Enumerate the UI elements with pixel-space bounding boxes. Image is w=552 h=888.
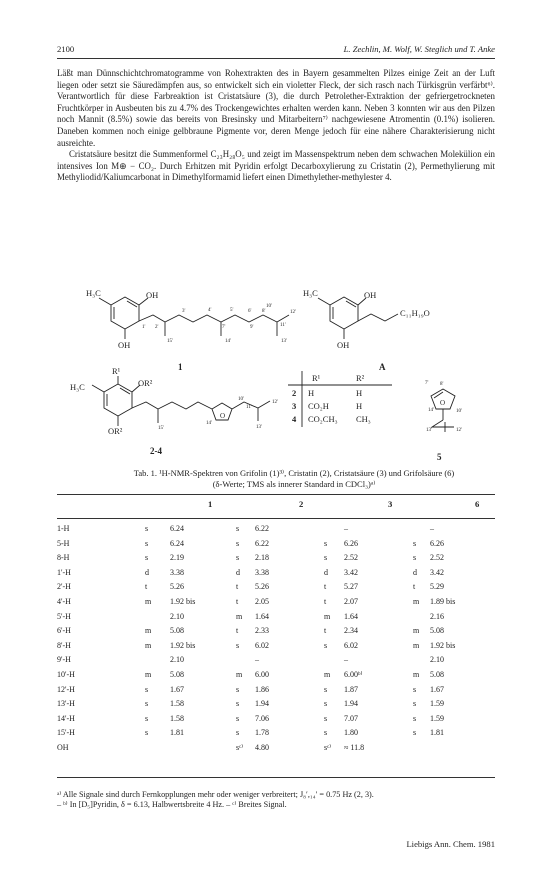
multiplicity: m — [413, 670, 420, 679]
2-4-r1: R¹ — [112, 366, 121, 376]
table-top-rule — [57, 494, 495, 495]
shift-value: 1.94 — [344, 699, 358, 709]
grifolin-oh-bottom: OH — [118, 340, 131, 350]
atom-number: 10' — [266, 304, 272, 309]
shift-value: 2.07 — [344, 597, 358, 606]
shift-value: 1.67 — [430, 684, 444, 694]
multiplicity: sᶜ⁾ — [236, 743, 244, 752]
shift-value: 1.92 bis — [170, 640, 196, 650]
shift-value: 1.86 — [255, 684, 269, 694]
atom-number: 13' — [256, 425, 262, 430]
shift-value: 6.00 — [255, 670, 269, 679]
paragraph-1: Läßt man Dünnschichtchromatogramme von Rohextrakten des in Bayern gesammelten Pilzes einige Zeit an der Luft liegen oder setzt sie Säuredämpfen aus, so entwickelt sich ein violetter Fleck, der sich rasch nach Türkisgrün verfärbt⁶⁾. Verantwortlich für diese Farbreaktion ist Cristatsäure (3), die durch Petrolether-Extraktion der gefriergetrockneten Fruchtkörper in Ausbeuten bis zu 4.7% des Trockengewichtes erhalten werden kann. Neben 3 konnten wir aus den Pilzen noch Mannit (8.5%) sowie das bereits von Bresinsky und Mitarbeitern⁷⁾ nachgewiesene Atromentin (0.1%) isolieren. Daneben kommen noch einige gelbbraune Pigmente vor, deren Menge jedoch für eine nähere Charakterisierung nicht ausreichte. — [57, 68, 495, 148]
shift-value: 5.29 — [430, 582, 444, 592]
shift-value: 2.33 — [255, 626, 269, 636]
atom-number: 14' — [428, 408, 434, 413]
rtable-header-r2: R² — [356, 373, 365, 383]
shift-value: 2.10 — [430, 655, 444, 665]
shift-value: 6.22 — [255, 538, 269, 548]
2-4-or2-top: OR² — [138, 378, 153, 388]
atom-number: 14' — [206, 421, 212, 426]
atom-number: 15' — [167, 339, 173, 344]
2-4-methyl: H₃C — [70, 382, 85, 392]
multiplicity: d — [236, 567, 240, 577]
multiplicity: s — [236, 524, 240, 533]
row-label: 8'-H — [57, 640, 71, 650]
row-label: 14'-H — [57, 713, 75, 723]
multiplicity: m — [324, 670, 331, 679]
table-bottom-rule — [57, 777, 495, 778]
row-label: 9'-H — [57, 655, 71, 665]
shift-value: 5.27 — [344, 582, 358, 592]
grifolin-methyl: H₃C — [86, 288, 101, 298]
shift-value: 7.06 — [255, 713, 269, 723]
shift-value: 6.22 — [255, 524, 269, 533]
multiplicity: m — [413, 597, 420, 606]
shift-value: – — [255, 655, 259, 665]
multiplicity: m — [413, 640, 420, 650]
atom-number: 13' — [426, 428, 432, 433]
row-label: 5-H — [57, 538, 70, 548]
row-label: 6'-H — [57, 626, 71, 636]
multiplicity: m — [145, 640, 152, 650]
multiplicity: sᶜ⁾ — [324, 743, 332, 752]
atom-number: 4' — [208, 308, 212, 313]
shift-value: 7.07 — [344, 713, 358, 723]
multiplicity: s — [324, 640, 328, 650]
table-header-rule — [57, 518, 495, 519]
shift-value: 5.08 — [170, 626, 184, 636]
multiplicity: s — [413, 538, 417, 548]
multiplicity: s — [145, 713, 149, 723]
atom-number: 15' — [158, 426, 164, 431]
a-methyl: H₃C — [303, 288, 318, 298]
footnotes — [57, 790, 495, 811]
multiplicity: m — [236, 670, 243, 679]
shift-value: 2.52 — [344, 553, 358, 563]
structure-grifolin — [86, 288, 296, 372]
atom-number: 3' — [182, 309, 186, 314]
multiplicity: t — [324, 626, 327, 636]
multiplicity: s — [236, 538, 240, 548]
atom-number: 13' — [281, 339, 287, 344]
shift-value: 1.87 — [344, 684, 358, 694]
multiplicity: t — [324, 597, 327, 606]
multiplicity: s — [236, 640, 240, 650]
shift-value: 2.19 — [170, 553, 184, 563]
atom-number: 14' — [225, 339, 231, 344]
row-label: 13'-H — [57, 699, 75, 709]
2-4-or2-bottom: OR² — [108, 426, 123, 436]
atom-number: 12' — [272, 400, 278, 405]
shift-value: 1.59 — [430, 713, 444, 723]
multiplicity: s — [145, 699, 149, 709]
shift-value: 1.92 bis — [430, 640, 456, 650]
multiplicity: s — [145, 684, 149, 694]
multiplicity: d — [324, 567, 328, 577]
multiplicity: t — [324, 582, 327, 592]
atom-number: 5' — [230, 308, 234, 313]
atom-number: 8' — [440, 382, 444, 387]
atom-number: 9' — [250, 325, 254, 330]
rtable-row-number: 2 — [292, 388, 297, 398]
shift-value: 3.42 — [344, 567, 358, 577]
multiplicity: s — [413, 699, 417, 709]
shift-value: 3.42 — [430, 567, 444, 577]
rtable-row-number: 3 — [292, 401, 297, 411]
footnote-line-2: – ᵇ⁾ In [D₅]Pyridin, δ = 6.13, Halbwertsbreite 4 Hz. – ᶜ⁾ Breites Signal. — [57, 800, 287, 810]
row-label: 1-H — [57, 524, 70, 533]
shift-value: 2.10 — [170, 611, 184, 621]
multiplicity: m — [236, 611, 243, 621]
journal-footer: Liebigs Ann. Chem. 1981 — [406, 839, 495, 849]
rtable-r1: CO₂CH₃ — [308, 414, 338, 424]
shift-value: 1.64 — [255, 611, 269, 621]
structure-a — [303, 288, 430, 372]
multiplicity: m — [145, 626, 152, 636]
shift-value: 1.94 — [255, 699, 269, 709]
shift-value: 6.24 — [170, 524, 184, 533]
table-caption — [96, 468, 492, 490]
rtable-r1: H — [308, 388, 315, 398]
multiplicity: s — [324, 713, 328, 723]
multiplicity: s — [413, 684, 417, 694]
multiplicity: s — [145, 524, 149, 533]
shift-value: 1.81 — [430, 728, 444, 738]
atom-number: 7' — [222, 325, 226, 330]
running-authors: L. Zechlin, M. Wolf, W. Steglich und T. Anke — [343, 44, 495, 54]
structure-5 — [425, 381, 462, 462]
multiplicity: s — [236, 684, 240, 694]
atom-number: 12' — [456, 428, 462, 433]
shift-value: 1.80 — [344, 728, 358, 738]
column-header: 1 — [208, 499, 213, 509]
atom-number: 10' — [238, 397, 244, 402]
shift-value: ≈ 11.8 — [344, 743, 365, 752]
multiplicity: s — [236, 728, 240, 738]
shift-value: 2.52 — [430, 553, 444, 563]
shift-value: 1.67 — [170, 684, 184, 694]
atom-number: 12' — [290, 310, 296, 315]
row-label: 2'-H — [57, 582, 71, 592]
atom-number: 8' — [262, 309, 266, 314]
atom-number: 1' — [142, 325, 146, 330]
shift-value: 2.34 — [344, 626, 358, 636]
shift-value: 3.38 — [255, 567, 269, 577]
shift-value: 6.26 — [344, 538, 358, 548]
multiplicity: s — [413, 553, 417, 563]
row-label: 4'-H — [57, 597, 71, 606]
shift-value: 5.08 — [430, 626, 444, 636]
shift-value: 5.26 — [255, 582, 269, 592]
row-label: 12'-H — [57, 684, 75, 694]
shift-value: 2.10 — [170, 655, 184, 665]
multiplicity: d — [145, 567, 149, 577]
multiplicity: s — [324, 684, 328, 694]
row-label: 1'-H — [57, 567, 71, 577]
row-label: 10'-H — [57, 670, 75, 679]
caption-line-1: Tab. 1. ¹H-NMR-Spektren von Grifolin (1)³⁾, Cristatin (2), Cristatsäure (3) und Grifolsäure (6) — [133, 468, 455, 478]
atom-number: 6' — [248, 309, 252, 314]
row-label: 5'-H — [57, 611, 71, 621]
grifolin-label: 1 — [178, 362, 183, 372]
multiplicity: d — [413, 567, 417, 577]
atom-number: 2' — [155, 325, 159, 330]
shift-value: 5.26 — [170, 582, 184, 592]
shift-value: 1.59 — [430, 699, 444, 709]
multiplicity: t — [236, 597, 239, 606]
shift-value: 4.80 — [255, 743, 269, 752]
shift-value: 1.64 — [344, 611, 358, 621]
shift-value: 1.92 bis — [170, 597, 196, 606]
multiplicity: s — [324, 728, 328, 738]
structure-5-label: 5 — [437, 452, 442, 462]
shift-value: 6.02 — [255, 640, 269, 650]
row-label: 8-H — [57, 553, 70, 563]
multiplicity: m — [324, 611, 331, 621]
row-label: OH — [57, 743, 69, 752]
shift-value: 1.89 bis — [430, 597, 456, 606]
shift-value: 1.78 — [255, 728, 269, 738]
multiplicity: t — [145, 582, 148, 592]
multiplicity: m — [145, 670, 152, 679]
page-number: 2100 — [57, 44, 75, 54]
substituent-table — [288, 371, 392, 427]
a-label: A — [379, 362, 386, 372]
multiplicity: s — [413, 713, 417, 723]
row-label: 15'-H — [57, 728, 75, 738]
multiplicity: s — [413, 728, 417, 738]
shift-value: 2.16 — [430, 611, 444, 621]
shift-value: 6.00ᵇ⁾ — [344, 670, 363, 679]
a-oh-top: OH — [364, 290, 377, 300]
rtable-r1: CO₂H — [308, 401, 329, 411]
shift-value: – — [344, 655, 348, 665]
shift-value: 5.08 — [170, 670, 184, 679]
multiplicity: s — [324, 538, 328, 548]
shift-value: 6.24 — [170, 538, 184, 548]
multiplicity: s — [324, 553, 328, 563]
grifolin-oh-top: OH — [146, 290, 159, 300]
shift-value: 6.02 — [344, 640, 358, 650]
multiplicity: s — [145, 728, 149, 738]
atom-number: 7' — [425, 381, 429, 386]
shift-value: 1.58 — [170, 713, 184, 723]
multiplicity: m — [413, 626, 420, 636]
shift-value: 1.58 — [170, 699, 184, 709]
rtable-r2: H — [356, 401, 363, 411]
caption-line-2: (δ-Werte; TMS als innerer Standard in CDCl₃)ᵃ⁾ — [212, 478, 376, 489]
shift-value: 1.81 — [170, 728, 184, 738]
shift-value: 2.18 — [255, 553, 269, 563]
structure-2-4 — [70, 366, 278, 456]
a-chain: C₁₁H₁₉O — [400, 308, 430, 318]
shift-value: 3.38 — [170, 567, 184, 577]
shift-value: 5.08 — [430, 670, 444, 679]
shift-value: 2.05 — [255, 597, 269, 606]
rtable-r2: H — [356, 388, 363, 398]
shift-value: – — [344, 524, 348, 533]
multiplicity: s — [145, 538, 149, 548]
multiplicity: t — [413, 582, 416, 592]
2-4-furan-o: O — [220, 412, 226, 420]
column-header: 2 — [299, 499, 304, 509]
footnote-line-1: ᵃ⁾ Alle Signale sind durch Fernkopplungen mehr oder weniger verbreitert; J₈′,₁₄′ = 0.75 Hz (2, 3). — [57, 790, 374, 799]
2-4-label: 2-4 — [150, 446, 162, 456]
rtable-row-number: 4 — [292, 414, 297, 424]
a-oh-bottom: OH — [337, 340, 350, 350]
rtable-header-r1: R¹ — [312, 373, 321, 383]
column-header: 3 — [388, 499, 393, 509]
shift-value: 6.26 — [430, 538, 444, 548]
furan-oxygen: O — [440, 399, 446, 407]
multiplicity: t — [236, 582, 239, 592]
atom-number: 11' — [280, 323, 286, 328]
multiplicity: s — [236, 553, 240, 563]
multiplicity: s — [236, 699, 240, 709]
atom-number: 11' — [246, 405, 252, 410]
multiplicity: m — [145, 597, 152, 606]
shift-value: – — [430, 524, 434, 533]
multiplicity: s — [324, 699, 328, 709]
column-header: 6 — [475, 499, 480, 509]
rtable-r2: CH₃ — [356, 414, 371, 424]
multiplicity: t — [236, 626, 239, 636]
multiplicity: s — [236, 713, 240, 723]
multiplicity: s — [145, 553, 149, 563]
atom-number: 10' — [456, 409, 462, 414]
paragraph-2: Cristatsäure besitzt die Summenformel C₂₃H₂₈O₅ und zeigt im Massenspektrum neben dem schwachen Molekülion ein intensives Ion M⊕ − CO₂. Durch Erhitzen mit Pyridin erfolgt Decarboxylierung zu Cristatin (2), Permethylierung mit Methyliodid/Kaliumcarbonat in Dimethylformamid liefert einen Dimethylether-methylester 4. — [57, 149, 495, 183]
